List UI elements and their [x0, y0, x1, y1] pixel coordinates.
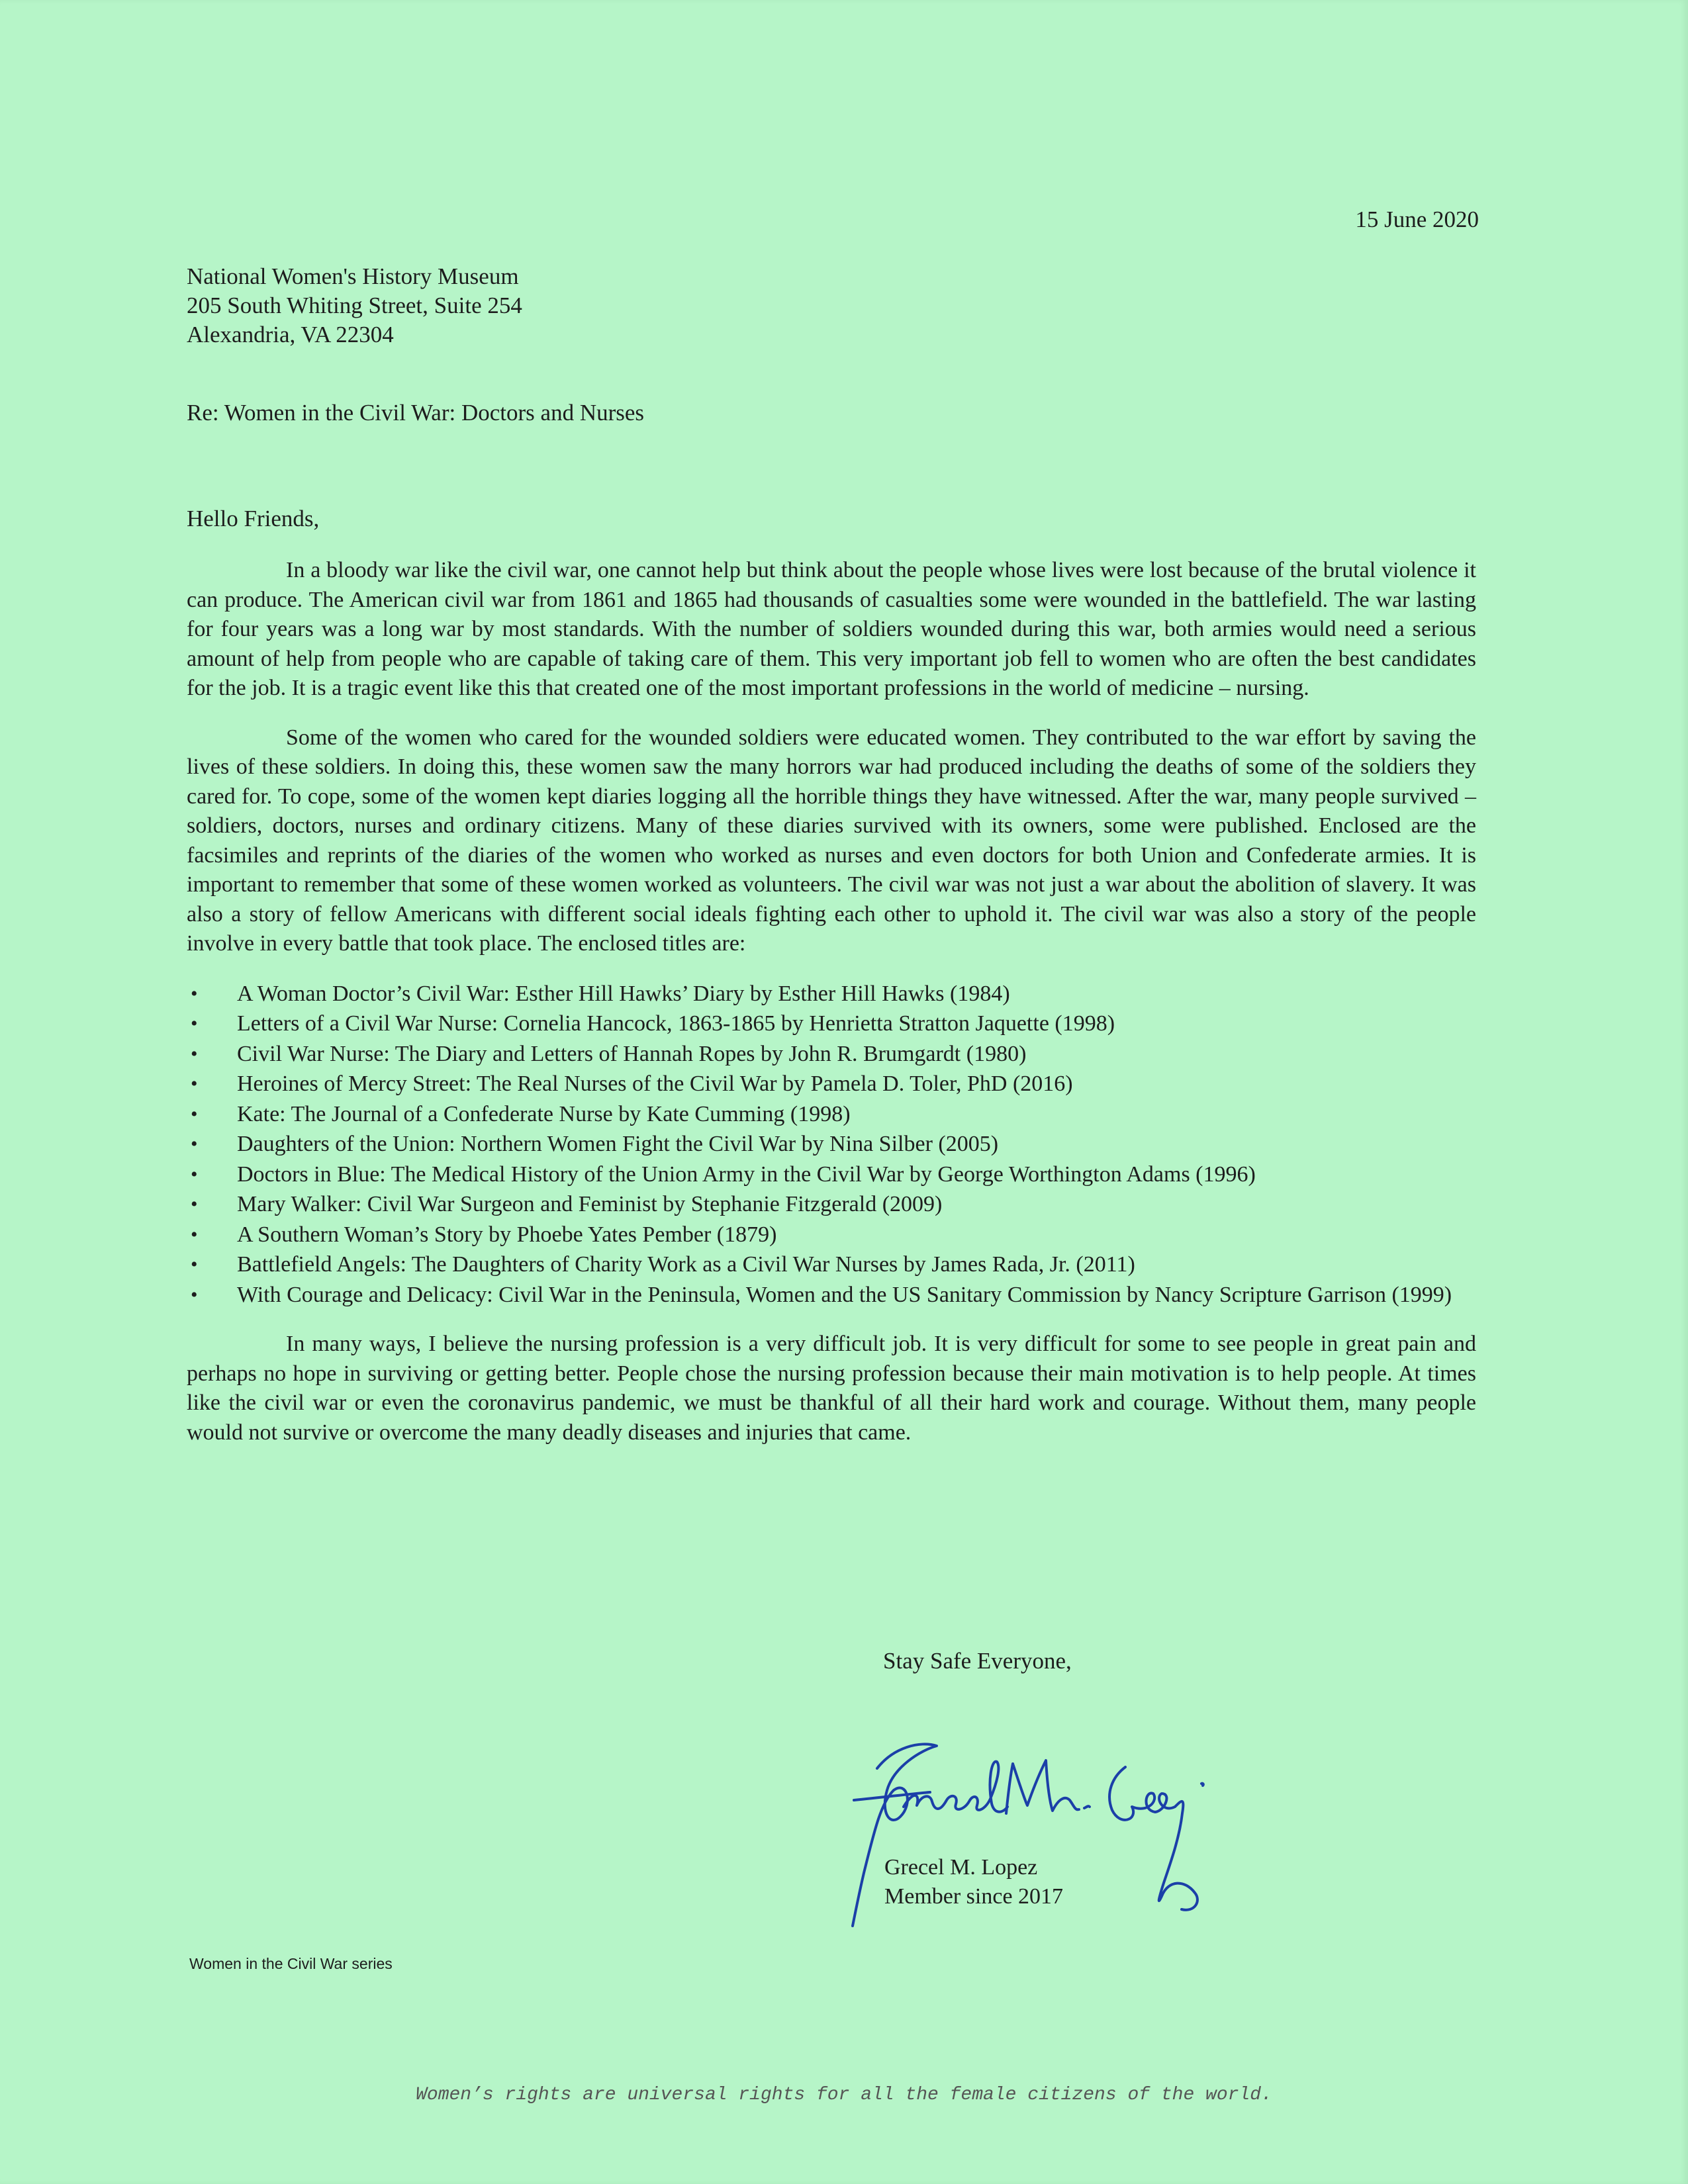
- title-text: Daughters of the Union: Northern Women Fight the Civil War by Nina Silber (2005): [237, 1132, 999, 1156]
- list-item: [187, 1129, 1476, 1160]
- title-text: Mary Walker: Civil War Surgeon and Feminist by Stephanie Fitzgerald (2009): [237, 1192, 943, 1216]
- title-text: Kate: The Journal of a Confederate Nurse by Kate Cumming (1998): [237, 1101, 851, 1126]
- body-paragraph-1: In a bloody war like the civil war, one cannot help but think about the people whose lives were lost because of the brutal violence it can produce. The American civil war from 1861 and 1865 had thousands of casualties some were wounded in the battlefield. The war lasting for four years was a long war by most standards. With the number of soldiers wounded during this war, both armies would need a serious amount of help from people who are capable of taking care of them. This very important job fell to women who are often the best candidates for the job. It is a tragic event like this that created one of the most important professions in the world of medicine – nursing.: [187, 558, 1476, 700]
- list-item: [187, 1069, 1476, 1099]
- subject-line: Re: Women in the Civil War: Doctors and Nurses: [187, 400, 645, 426]
- letter-body: [187, 556, 1476, 1447]
- bullet-icon: •: [191, 1042, 198, 1065]
- bullet-icon: •: [191, 1283, 198, 1306]
- list-item: [187, 1039, 1476, 1069]
- list-item: [187, 1189, 1476, 1220]
- enclosed-titles-list: [187, 979, 1476, 1310]
- closing-paragraph: In many ways, I believe the nursing profession is a very difficult job. It is very difficult for some to see people in great pain and perhaps no hope in surviving or getting better. People chose the nursing profession because their main motivation is to help people. At times like the civil war or even the coronavirus pandemic, we must be thankful of all their hard work and courage. Without them, many people would not survive or overcome the many deadly diseases and injuries that came.: [187, 1332, 1476, 1445]
- recipient-street: 205 South Whiting Street, Suite 254: [187, 293, 522, 318]
- bullet-icon: •: [191, 1133, 198, 1155]
- salutation: Hello Friends,: [187, 506, 320, 531]
- bullet-icon: •: [191, 1103, 198, 1125]
- title-text: Letters of a Civil War Nurse: Cornelia Hancock, 1863-1865 by Henrietta Stratton Jaquette (1998): [237, 1011, 1115, 1036]
- title-text: A Woman Doctor’s Civil War: Esther Hill Hawks’ Diary by Esther Hill Hawks (1984): [237, 981, 1010, 1006]
- title-text: Battlefield Angels: The Daughters of Charity Work as a Civil War Nurses by James Rada, Jr. (2011): [237, 1252, 1135, 1277]
- list-item: [187, 1250, 1476, 1280]
- bullet-icon: •: [191, 1073, 198, 1095]
- title-text: A Southern Woman’s Story by Phoebe Yates Pember (1879): [237, 1222, 777, 1247]
- recipient-city: Alexandria, VA 22304: [187, 322, 394, 347]
- list-item: [187, 1160, 1476, 1190]
- bullet-icon: •: [191, 1223, 198, 1246]
- bullet-icon: •: [191, 1163, 198, 1185]
- list-item: [187, 1280, 1476, 1310]
- series-label: Women in the Civil War series: [189, 1955, 393, 1972]
- body-paragraph-2: Some of the women who cared for the wounded soldiers were educated women. They contributed to the war effort by saving the lives of these soldiers. In doing this, these women saw the many horrors war had produced including the deaths of some of the soldiers they cared for. To cope, some of the women kept diaries logging all the horrible things they have witnessed. After the war, many people survived – soldiers, doctors, nurses and ordinary citizens. Many of these diaries survived with its owners, some were published. Enclosed are the facsimiles and reprints of the diaries of the women who worked as nurses and even doctors for both Union and Confederate armies. It is important to remember that some of these women worked as volunteers. The civil war was not just a war about the abolition of slavery. It was also a story of fellow Americans with different social ideals fighting each other to uphold it. The civil war was also a story of the people involve in every battle that took place. The enclosed titles are:: [187, 725, 1476, 956]
- bullet-icon: •: [191, 1193, 198, 1215]
- title-text: Doctors in Blue: The Medical History of the Union Army in the Civil War by George Worthington Adams (1996): [237, 1161, 1256, 1187]
- recipient-name: National Women's History Museum: [187, 263, 519, 289]
- footer-motto: Women’s rights are universal rights for all the female citizens of the world.: [416, 2085, 1272, 2105]
- title-text: Civil War Nurse: The Diary and Letters of Hannah Ropes by John R. Brumgardt (1980): [237, 1041, 1027, 1066]
- bullet-icon: •: [191, 982, 198, 1005]
- signer-block: [884, 1853, 1063, 1911]
- list-item: [187, 1220, 1476, 1250]
- recipient-address: [187, 262, 522, 349]
- title-text: With Courage and Delicacy: Civil War in the Peninsula, Women and the US Sanitary Commission by Nancy Scripture Garrison (1999): [237, 1282, 1452, 1307]
- list-item: [187, 1009, 1476, 1039]
- member-since: Member since 2017: [884, 1884, 1064, 1909]
- bullet-icon: •: [191, 1013, 198, 1034]
- signer-name: Grecel M. Lopez: [884, 1855, 1038, 1880]
- title-text: Heroines of Mercy Street: The Real Nurses of the Civil War by Pamela D. Toler, PhD (2016): [237, 1071, 1073, 1096]
- list-item: [187, 979, 1476, 1009]
- letter-date: 15 June 2020: [1355, 206, 1479, 232]
- bullet-icon: •: [191, 1253, 198, 1275]
- valediction: Stay Safe Everyone,: [883, 1648, 1072, 1674]
- list-item: [187, 1099, 1476, 1130]
